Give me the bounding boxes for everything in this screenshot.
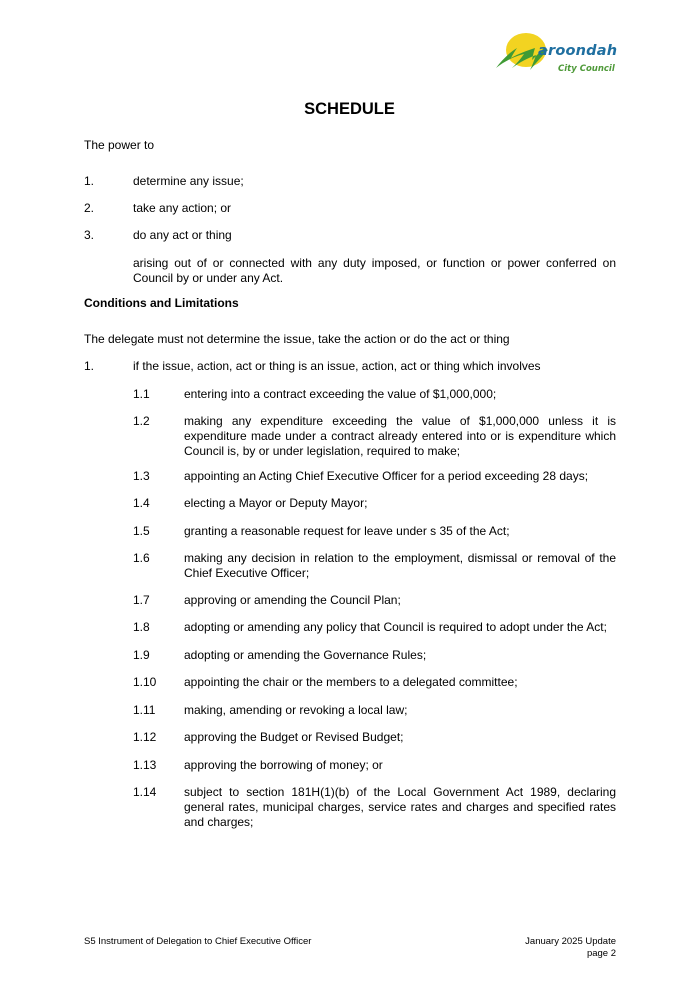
subitem-number: 1.11 <box>133 703 156 717</box>
power-text: do any act or thing <box>133 228 232 242</box>
subitem-text: subject to section 181H(1)(b) of the Local Government Act 1989, declaring general rates, municipal charges, service rates and charges and specified rates and charges; <box>184 785 616 829</box>
subitem-text: electing a Mayor or Deputy Mayor; <box>184 496 368 510</box>
power-number: 3. <box>84 228 95 242</box>
subitem-text: approving the borrowing of money; or <box>184 758 383 772</box>
logo-wordmark: aroondah <box>538 43 618 59</box>
subitem-number: 1.1 <box>133 387 150 401</box>
delegate-text: The delegate must not determine the issue, take the action or do the act or thing <box>84 332 510 346</box>
power-number: 2. <box>84 201 95 215</box>
power-text: take any action; or <box>133 201 232 215</box>
footer-page-number: page 2 <box>586 947 616 959</box>
subitem-text: appointing the chair or the members to a delegated committee; <box>184 675 518 689</box>
arising-text: arising out of or connected with any duty imposed, or function or power conferred on Council by or under any Act. <box>133 256 616 285</box>
power-text: determine any issue; <box>133 174 244 188</box>
subitem-number: 1.3 <box>133 469 150 483</box>
subitem-text: adopting or amending any policy that Council is required to adopt under the Act; <box>184 620 607 634</box>
subitem-number: 1.9 <box>133 648 150 662</box>
subitem-text: approving the Budget or Revised Budget; <box>184 730 404 744</box>
intro-text: The power to <box>84 138 155 152</box>
subitem-number: 1.10 <box>133 675 157 689</box>
subitem-number: 1.7 <box>133 593 150 607</box>
subitem-number: 1.2 <box>133 414 150 428</box>
condition-number: 1. <box>84 359 95 373</box>
subitem-text: entering into a contract exceeding the value of $1,000,000; <box>184 387 497 401</box>
subitem-number: 1.6 <box>133 551 150 565</box>
subitem-text: making any decision in relation to the employment, dismissal or removal of the Chief Executive Officer; <box>184 551 616 580</box>
condition-text: if the issue, action, act or thing is an issue, action, act or thing which involves <box>133 359 541 373</box>
conditions-heading: Conditions and Limitations <box>84 296 239 310</box>
subitem-number: 1.12 <box>133 730 157 744</box>
footer-date: January 2025 Update <box>525 936 616 947</box>
subitem-number: 1.13 <box>133 758 157 772</box>
subitem-text: granting a reasonable request for leave under s 35 of the Act; <box>184 524 510 538</box>
logo-subtitle: City Council <box>558 64 615 74</box>
subitem-text: adopting or amending the Governance Rules; <box>184 648 427 662</box>
subitem-number: 1.8 <box>133 620 150 634</box>
footer-document-title: S5 Instrument of Delegation to Chief Executive Officer <box>84 936 312 947</box>
subitem-text: making any expenditure exceeding the value of $1,000,000 unless it is expenditure made under a contract already entered into or is expenditure which Council is, by or under legislation, required to make; <box>184 414 616 458</box>
subitem-text: appointing an Acting Chief Executive Officer for a period exceeding 28 days; <box>184 469 589 483</box>
subitem-number: 1.4 <box>133 496 150 510</box>
subitem-number: 1.5 <box>133 524 150 538</box>
subitem-number: 1.14 <box>133 785 157 799</box>
maroondah-logo <box>494 30 624 78</box>
page-title: SCHEDULE <box>304 100 395 118</box>
footer-date-page <box>525 936 616 959</box>
subitem-text: approving or amending the Council Plan; <box>184 593 401 607</box>
power-number: 1. <box>84 174 95 188</box>
subitem-text: making, amending or revoking a local law; <box>184 703 408 717</box>
